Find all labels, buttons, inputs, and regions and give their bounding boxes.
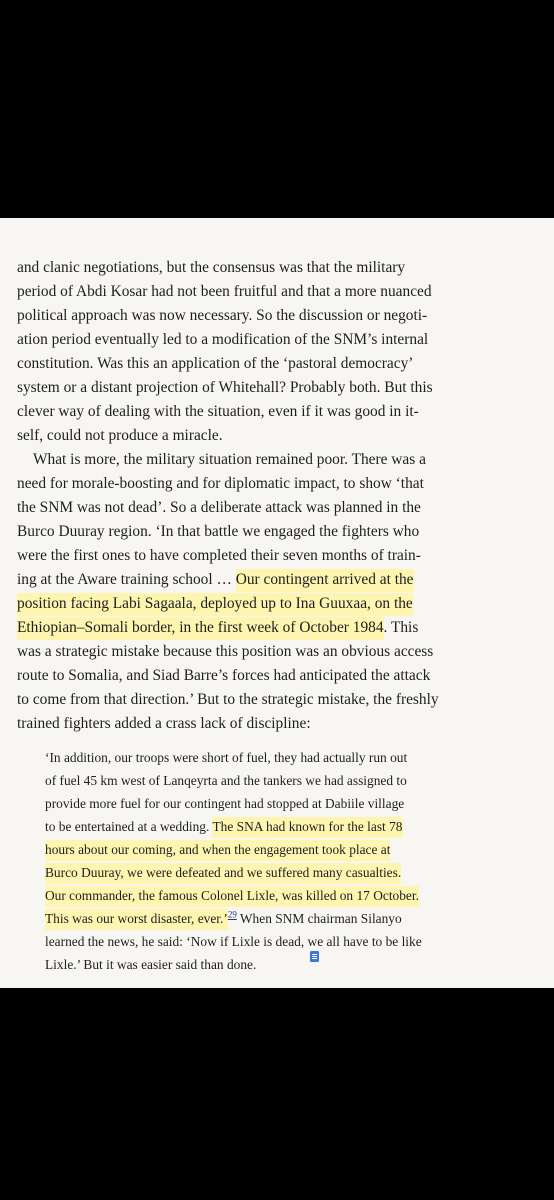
- text-line: learned the news, he said: ‘Now if Lixle is dead, we all have to be like: [45, 934, 422, 949]
- text-line: the SNM was not dead’. So a deliberate attack was planned in the: [17, 499, 421, 516]
- highlighted-text[interactable]: Ethiopian–Somali border, in the first week of October 1984: [17, 617, 384, 640]
- text-line: constitution. Was this an application of the ‘pastoral democracy’: [17, 355, 414, 372]
- text-line: Burco Duuray region. ‘In that battle we engaged the fighters who: [17, 523, 420, 540]
- text-segment: When SNM chairman Silanyo: [236, 911, 402, 926]
- highlighted-text[interactable]: The SNA had known for the last 78: [212, 817, 402, 838]
- highlighted-text[interactable]: Our contingent arrived at the: [236, 569, 414, 592]
- highlighted-text[interactable]: Burco Duuray, we were defeated and we suffered many casualties.: [45, 863, 401, 884]
- footnote-reference[interactable]: 29: [227, 909, 237, 920]
- text-line: [17, 596, 413, 611]
- text-line: to come from that direction.’ But to the strategic mistake, the freshly: [17, 691, 439, 708]
- text-line: trained fighters added a crass lack of discipline:: [17, 715, 311, 732]
- highlighted-text[interactable]: This was our worst disaster, ever.’: [45, 909, 228, 930]
- text-line: ation period eventually led to a modification of the SNM’s internal: [17, 331, 429, 348]
- text-line: [45, 866, 401, 879]
- text-line: system or a distant projection of Whitehall? Probably both. But this: [17, 379, 433, 396]
- note-icon[interactable]: [310, 951, 319, 962]
- text-line: [17, 572, 414, 587]
- highlighted-text[interactable]: hours about our coming, and when the engagement took place at: [45, 840, 390, 861]
- text-line: [45, 909, 402, 926]
- text-line: [45, 889, 419, 902]
- text-line: clever way of dealing with the situation, even if it was good in it-: [17, 403, 419, 420]
- text-segment: ing at the Aware training school …: [17, 571, 236, 588]
- text-line: provide more fuel for our contingent had stopped at Dabiile village: [45, 796, 405, 811]
- text-line: self, could not produce a miracle.: [17, 427, 223, 444]
- text-segment: . This: [383, 619, 419, 636]
- text-line: [45, 820, 403, 833]
- text-line: [17, 620, 418, 635]
- text-line: period of Abdi Kosar had not been fruitful and that a more nuanced: [17, 283, 432, 300]
- text-line: [45, 843, 390, 856]
- text-line: What is more, the military situation remained poor. There was a: [33, 451, 426, 468]
- text-line: political approach was now necessary. So the discussion or negoti-: [17, 307, 428, 324]
- text-line: route to Somalia, and Siad Barre’s forces had anticipated the attack: [17, 667, 431, 684]
- text-line: and clanic negotiations, but the consensus was that the military: [17, 259, 406, 276]
- text-line: was a strategic mistake because this position was an obvious access: [17, 643, 434, 660]
- book-page: [0, 218, 554, 988]
- text-line: of fuel 45 km west of Lanqeyrta and the tankers we had assigned to: [45, 773, 407, 788]
- text-line: ‘In addition, our troops were short of fuel, they had actually run out: [45, 750, 408, 765]
- text-line: were the first ones to have completed their seven months of train-: [17, 547, 421, 564]
- text-line: Lixle.’ But it was easier said than done.: [45, 957, 257, 972]
- highlighted-text[interactable]: position facing Labi Sagaala, deployed up to Ina Guuxaa, on the: [17, 593, 413, 616]
- text-segment: to be entertained at a wedding.: [45, 819, 213, 834]
- highlighted-text[interactable]: Our commander, the famous Colonel Lixle, was killed on 17 October.: [45, 886, 419, 907]
- text-line: need for morale-boosting and for diplomatic impact, to show ‘that: [17, 475, 424, 492]
